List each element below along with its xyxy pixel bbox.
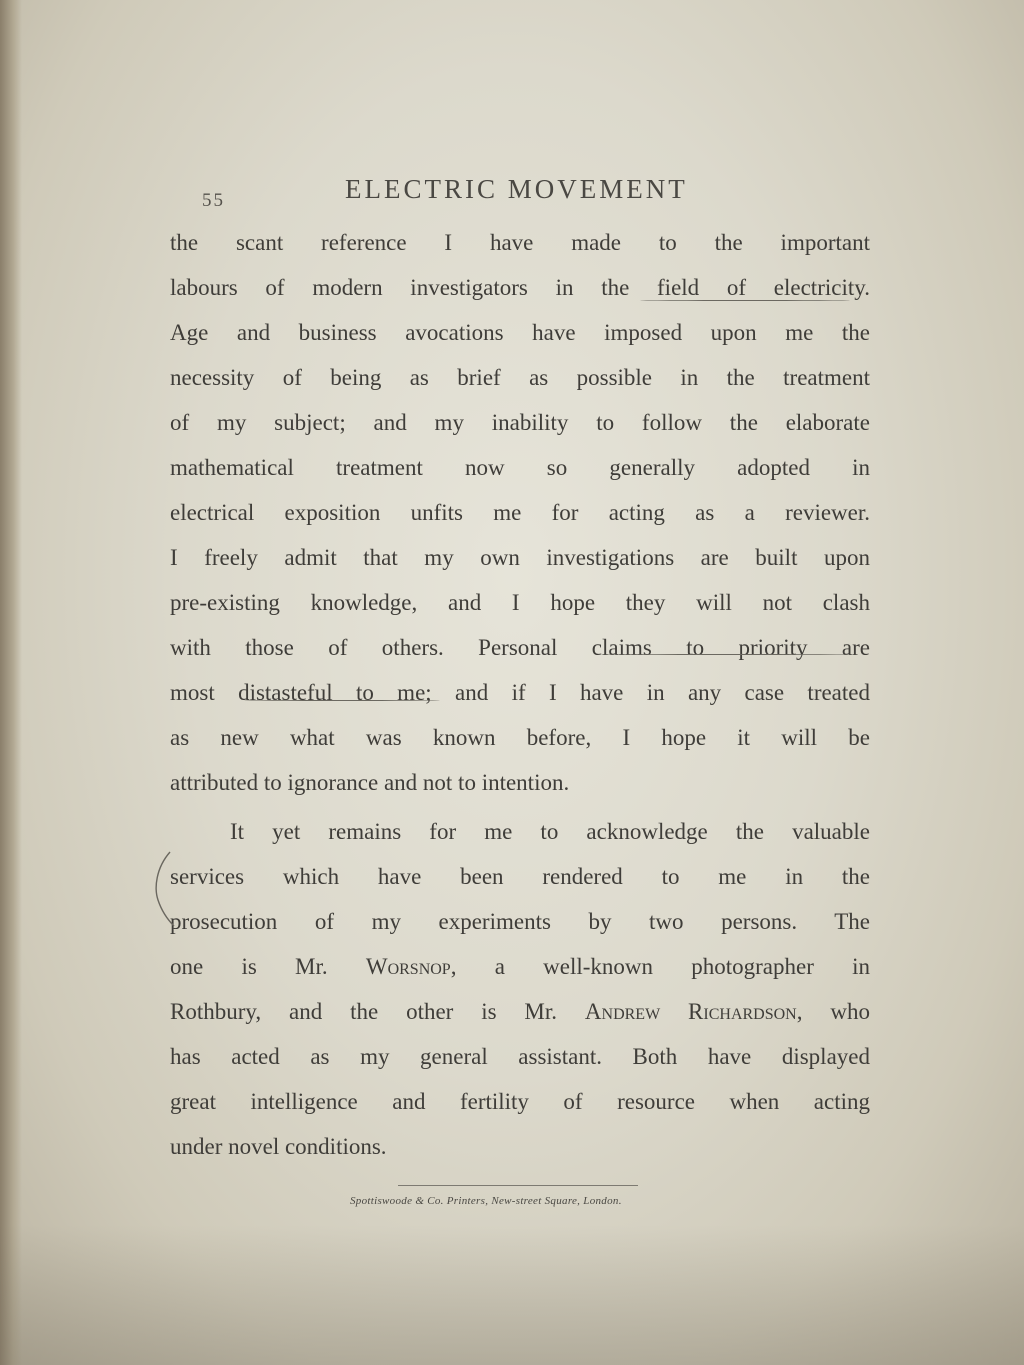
text-run: , who xyxy=(796,999,870,1024)
pencil-underline xyxy=(244,700,440,701)
text-line: I freely admit that my own investigations are built upon xyxy=(170,545,870,570)
text-line: attributed to ignorance and not to intention. xyxy=(170,770,570,795)
text-line: with those of others. Personal claims to priority are xyxy=(170,635,870,660)
text-line: most distasteful to me; and if I have in any case treated xyxy=(170,680,870,705)
text-line: labours of modern investigators in the field of electricity. xyxy=(170,275,870,300)
text-line: electrical exposition unfits me for acting as a reviewer. xyxy=(170,500,870,525)
pencil-underline xyxy=(640,300,850,301)
text-line xyxy=(170,944,870,989)
text-line xyxy=(170,989,870,1034)
text-line: has acted as my general assistant. Both have displayed xyxy=(170,1044,870,1069)
text-line: mathematical treatment now so generally adopted in xyxy=(170,455,870,480)
text-line: It yet remains for me to acknowledge the valuable xyxy=(230,819,870,844)
text-line: as new what was known before, I hope it will be xyxy=(170,725,870,750)
paragraph-1 xyxy=(170,220,870,805)
text-line: prosecution of my experiments by two persons. The xyxy=(170,909,870,934)
text-line: services which have been rendered to me in the xyxy=(170,864,870,889)
text-line: necessity of being as brief as possible in the treatment xyxy=(170,365,870,390)
page-number: 55 xyxy=(202,190,225,211)
page-header xyxy=(170,168,870,220)
text-block xyxy=(170,168,870,1169)
person-name: Worsnop xyxy=(365,954,451,979)
text-line: the scant reference I have made to the important xyxy=(170,230,870,255)
text-run: , a well-known photographer in xyxy=(450,954,870,979)
person-name: Andrew Richardson xyxy=(584,999,797,1024)
imprint-rule xyxy=(398,1185,638,1186)
text-line: great intelligence and fertility of resource when acting xyxy=(170,1089,870,1114)
page-shadow xyxy=(0,1225,1024,1365)
printer-imprint: Spottiswoode & Co. Printers, New-street Square, London. xyxy=(350,1195,622,1207)
paragraph-2 xyxy=(170,809,870,1169)
text-line: under novel conditions. xyxy=(170,1134,387,1159)
text-line: of my subject; and my inability to follow the elaborate xyxy=(170,410,870,435)
text-line: Age and business avocations have imposed upon me the xyxy=(170,320,870,345)
text-run: one is Mr. xyxy=(170,954,366,979)
page-edge xyxy=(0,0,22,1365)
pencil-underline xyxy=(600,654,858,655)
text-line: pre-existing knowledge, and I hope they will not clash xyxy=(170,590,870,615)
running-title: ELECTRIC MOVEMENT xyxy=(345,174,688,204)
text-run: Rothbury, and the other is Mr. xyxy=(170,999,585,1024)
margin-bracket-mark xyxy=(148,848,178,928)
